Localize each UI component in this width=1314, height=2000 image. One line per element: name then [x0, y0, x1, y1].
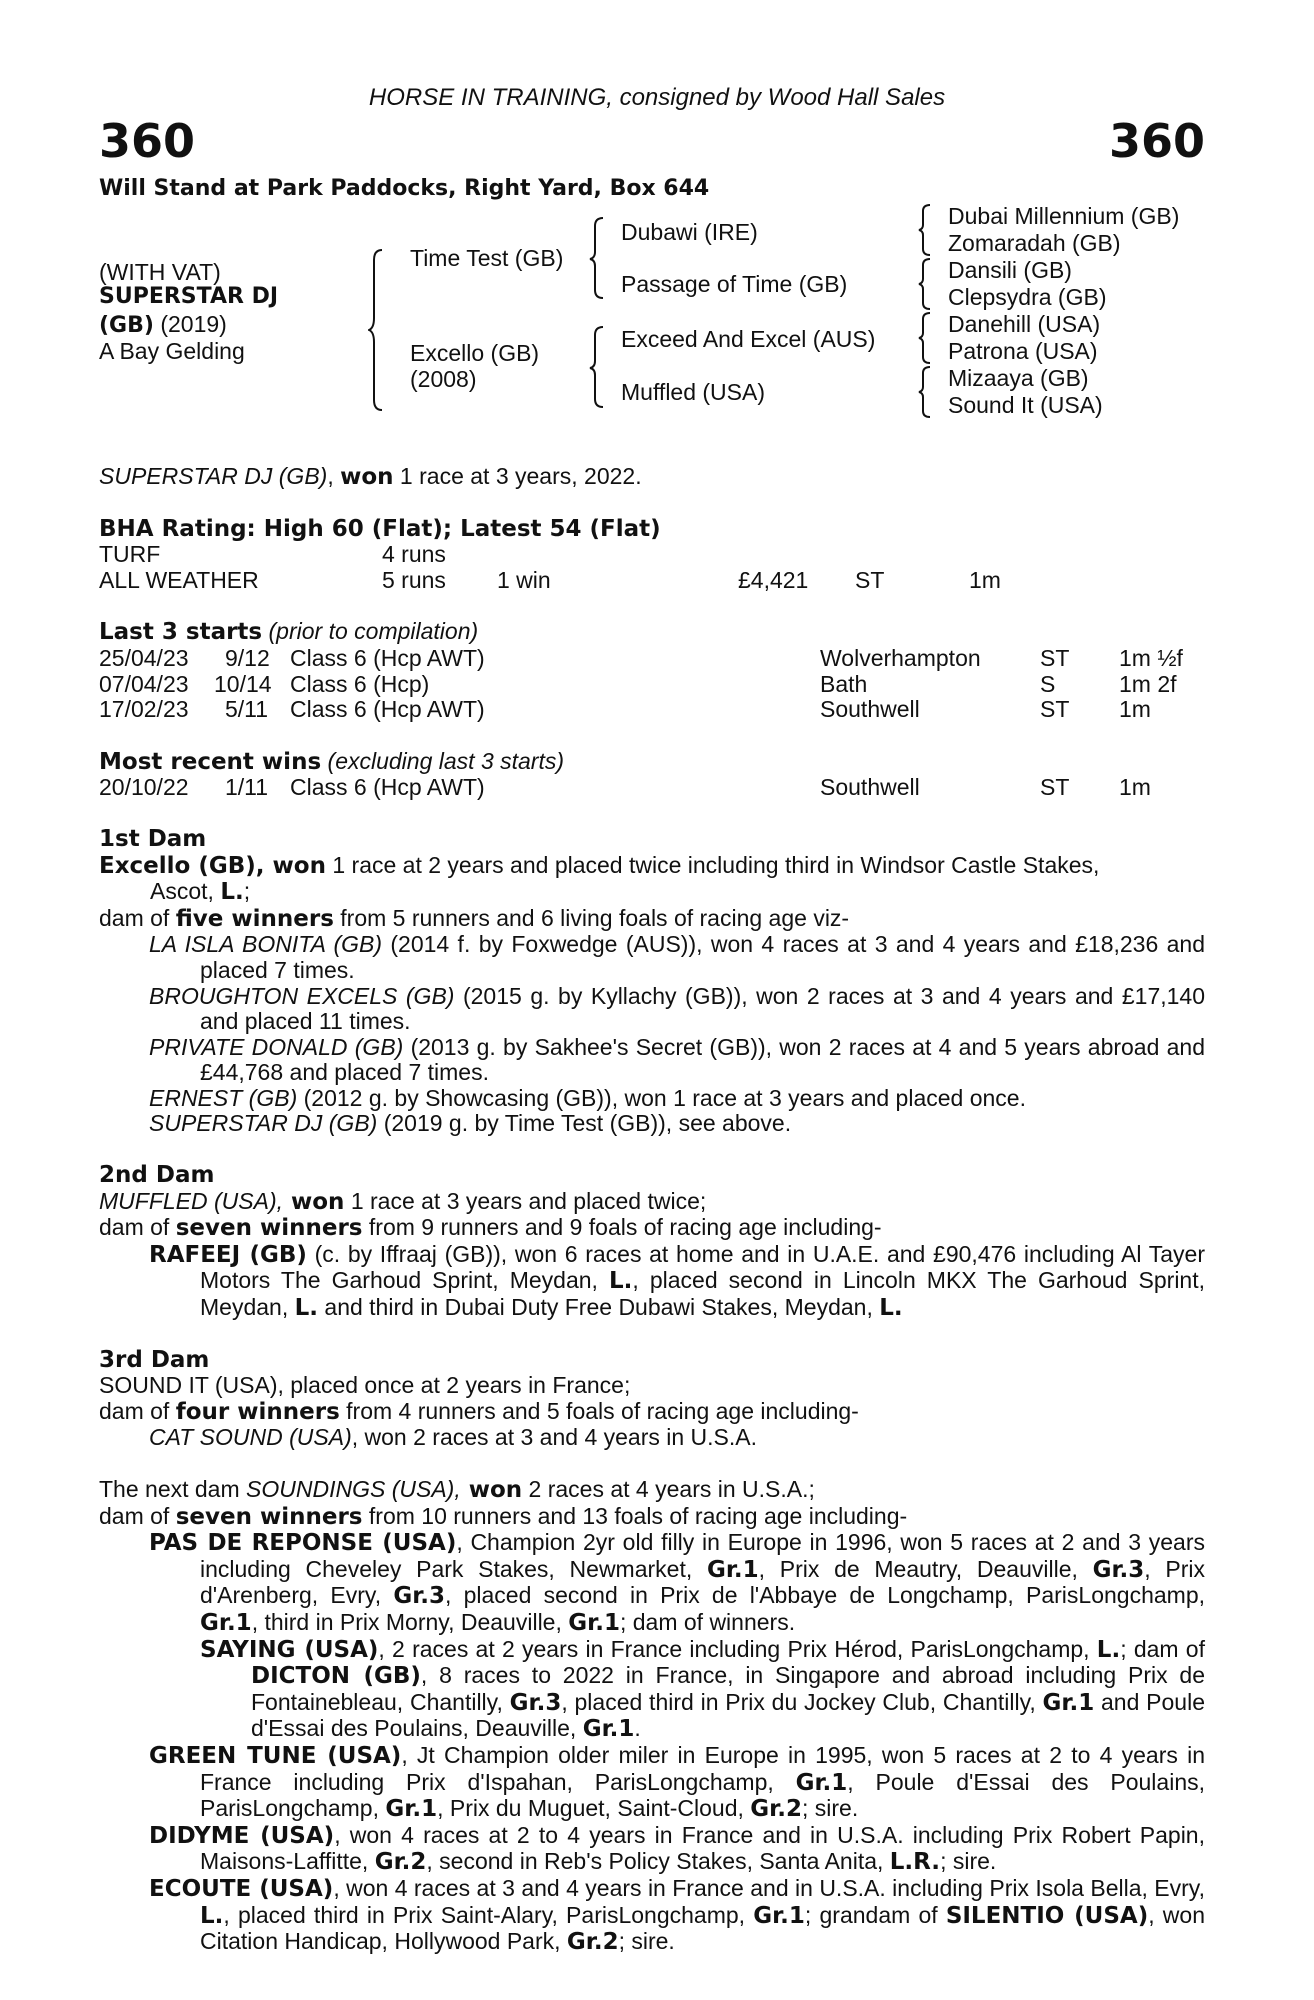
produce-entry: PAS DE REPONSE (USA), Champion 2yr old filly in Europe in 1996, won 5 races at 2 and 3 years including Cheveley Park Stakes, Newmarket, Gr.1, Prix de Meautry, Deauville, Gr.3, Prix d'Arenberg, Evry, Gr.3, placed second in Prix de l'Abbaye de Longchamp, ParisLongchamp, Gr.1, third in Prix Morny, Deauville, Gr.1; dam of winners.: [149, 1529, 1206, 1636]
catalogue-body: [99, 464, 1205, 1956]
produce-entry: SUPERSTAR DJ (GB) (2019 g. by Time Test (GB)), see above.: [149, 1110, 792, 1137]
gg-zomaradah: Zomaradah (GB): [948, 230, 1121, 256]
third-dam-produce: dam of four winners from 4 runners and 5 foals of racing age including-: [99, 1397, 859, 1425]
first-dam-line-cont: Ascot, L.;: [150, 878, 251, 906]
produce-entry: CAT SOUND (USA), won 2 races at 3 and 4 years in U.S.A.: [149, 1424, 758, 1451]
pedigree-brace-dam: [589, 325, 609, 409]
pedigree-brace-gg4: [918, 365, 934, 419]
start-row: 07/04/23 10/14 Class 6 (Hcp) Bath S 1m 2f: [99, 670, 1177, 697]
horse-description: A Bay Gelding: [99, 338, 245, 364]
dam-sire: Exceed And Excel (AUS): [621, 326, 876, 352]
lot-number-right: 360: [1108, 114, 1205, 168]
next-dam-produce: dam of seven winners from 10 runners and 13 foals of racing age including-: [99, 1502, 908, 1530]
gg-sound-it: Sound It (USA): [948, 392, 1103, 418]
first-dam-produce: dam of five winners from 5 runners and 6 living foals of racing age viz-: [99, 904, 850, 932]
horse-name: SUPERSTAR DJ: [99, 284, 279, 309]
gg-mizaaya: Mizaaya (GB): [948, 365, 1089, 391]
produce-entry: SAYING (USA), 2 races at 2 years in France including Prix Hérod, ParisLongchamp, L.; dam of DICTON (GB), 8 races to 2022 in France, in Singapore and abroad including Prix de Fontainebleau, Chantilly, Gr.3, placed third in Prix du Jockey Club, Chantilly, Gr.1 and Poule d'Essai des Poulains, Deauville, Gr.1.: [200, 1635, 1206, 1743]
sire-sire: Dubawi (IRE): [621, 219, 758, 245]
produce-entry: BROUGHTON EXCELS (GB) (2015 g. by Kyllachy (GB)), won 2 races at 3 and 4 years and £17,140 and placed 11 times.: [149, 982, 1205, 1035]
sire-dam: Passage of Time (GB): [621, 271, 848, 297]
pedigree-brace-gg1: [918, 203, 934, 257]
dam-year: (2008): [410, 366, 477, 392]
produce-entry: PRIVATE DONALD (GB) (2013 g. by Sakhee's Secret (GB)), won 2 races at 4 and 5 years abroad and £44,768 and placed 7 times.: [149, 1033, 1206, 1086]
pedigree-brace-gg3: [918, 311, 934, 365]
pedigree-brace-main: [368, 248, 388, 412]
dam-dam: Muffled (USA): [621, 379, 766, 405]
recent-win-row: 20/10/22 1/11 Class 6 (Hcp AWT) Southwell ST 1m: [99, 774, 1151, 801]
gg-dansili: Dansili (GB): [948, 257, 1072, 283]
turf-record: TURF 4 runs: [99, 541, 446, 568]
last-starts-heading: Last 3 starts (prior to compilation): [99, 618, 479, 646]
recent-wins-heading: Most recent wins (excluding last 3 starts): [99, 747, 565, 775]
second-dam-produce: dam of seven winners from 9 runners and 9 foals of racing age including-: [99, 1214, 882, 1242]
third-dam-heading: 3rd Dam: [99, 1346, 210, 1373]
gg-dubai-millennium: Dubai Millennium (GB): [948, 203, 1180, 229]
all-weather-record: ALL WEATHER 5 runs 1 win £4,421 ST 1m: [99, 566, 1001, 593]
gg-patrona: Patrona (USA): [948, 338, 1098, 364]
second-dam-heading: 2nd Dam: [99, 1162, 215, 1189]
produce-entry: RAFEEJ (GB) (c. by Iffraaj (GB)), won 6 races at home and in U.A.E. and £90,476 including Al Tayer Motors The Garhoud Sprint, Meydan, L., placed second in Lincoln MKX The Garhoud Sprint, Meydan, L. and third in Dubai Duty Free Dubawi Stakes, Meydan, L.: [149, 1240, 1205, 1322]
third-dam-line: SOUND IT (USA), placed once at 2 years in France;: [99, 1372, 631, 1399]
next-dam-line: The next dam SOUNDINGS (USA), won 2 races at 4 years in U.S.A.;: [99, 1476, 815, 1503]
sire: Time Test (GB): [410, 245, 564, 271]
second-dam-line: MUFFLED (USA), won 1 race at 3 years and placed twice;: [99, 1187, 707, 1215]
first-dam-line: Excello (GB), won 1 race at 2 years and placed twice including third in Windsor Castle Stakes,: [99, 851, 1100, 879]
start-row: 25/04/23 9/12 Class 6 (Hcp AWT) Wolverhampton ST 1m ½f: [99, 644, 1183, 671]
pedigree-brace-gg2: [918, 257, 934, 311]
catalogue-header: HORSE IN TRAINING, consigned by Wood Hall Sales: [368, 84, 946, 111]
stand-location: Will Stand at Park Paddocks, Right Yard, Box 644: [99, 176, 710, 201]
bha-rating: BHA Rating: High 60 (Flat); Latest 54 (Flat): [99, 515, 661, 542]
dam: Excello (GB): [410, 340, 540, 366]
lot-number-left: 360: [99, 114, 196, 168]
vat-note: (WITH VAT): [99, 259, 221, 285]
produce-entry: ERNEST (GB) (2012 g. by Showcasing (GB)), won 1 race at 3 years and placed once.: [149, 1084, 1026, 1111]
start-row: 17/02/23 5/11 Class 6 (Hcp AWT) Southwell ST 1m: [99, 696, 1151, 723]
produce-entry: DIDYME (USA), won 4 races at 2 to 4 years in France and in U.S.A. including Prix Robert Papin, Maisons-Laffitte, Gr.2, second in Reb's Policy Stakes, Santa Anita, L.R.; sire.: [149, 1821, 1205, 1876]
gg-clepsydra: Clepsydra (GB): [948, 284, 1107, 310]
first-dam-heading: 1st Dam: [99, 825, 207, 852]
gg-danehill: Danehill (USA): [948, 311, 1101, 337]
produce-entry: GREEN TUNE (USA), Jt Champion older miler in Europe in 1995, won 5 races at 2 to 4 years in France including Prix d'Ispahan, ParisLongchamp, Gr.1, Poule d'Essai des Poulains, ParisLongchamp, Gr.1, Prix du Muguet, Saint-Cloud, Gr.2; sire.: [149, 1741, 1206, 1823]
produce-entry: LA ISLA BONITA (GB) (2014 f. by Foxwedge (AUS)), won 4 races at 3 and 4 years and £18,236 and placed 7 times.: [149, 931, 1205, 983]
race-summary: SUPERSTAR DJ (GB), won 1 race at 3 years, 2022.: [99, 463, 642, 490]
pedigree-brace-sire: [589, 216, 609, 300]
horse-name-line2: (GB) (2019): [99, 311, 227, 338]
produce-entry: ECOUTE (USA), won 4 races at 3 and 4 years in France and in U.S.A. including Prix Isola Bella, Evry, L., placed third in Prix Saint-Alary, ParisLongchamp, Gr.1; grandam of SILENTIO (USA), won Citation Handicap, Hollywood Park, Gr.2; sire.: [149, 1874, 1205, 1956]
